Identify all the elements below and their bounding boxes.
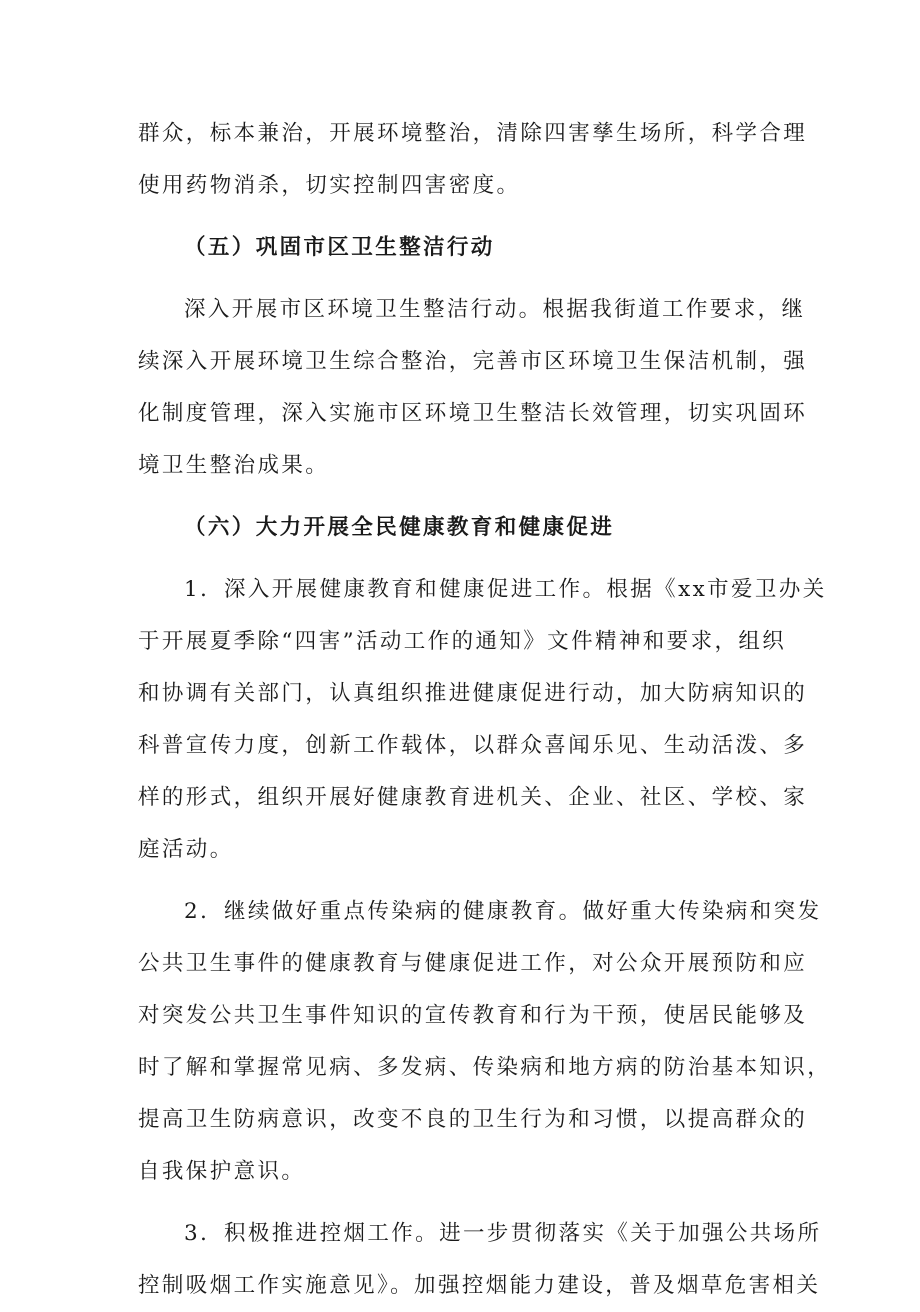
text-line: 化制度管理，深入实施市区环境卫生整洁长效管理，切实巩固环 <box>138 401 808 426</box>
text-line: 群众，标本兼治，开展环境整治，清除四害孳生场所，科学合理 <box>138 121 808 146</box>
section-heading-6: （六）大力开展全民健康教育和健康促进 <box>184 515 615 540</box>
text-line: 1．深入开展健康教育和健康促进工作。根据《xx市爱卫办关 <box>184 577 827 602</box>
text-line: 科普宣传力度，创新工作载体，以群众喜闻乐见、生动活泼、多 <box>138 733 808 758</box>
text-line: 控制吸烟工作实施意见》。加强控烟能力建设，普及烟草危害相关 <box>138 1273 821 1298</box>
text-line: 样的形式，组织开展好健康教育进机关、企业、社区、学校、家 <box>138 785 808 810</box>
text-line: 公共卫生事件的健康教育与健康促进工作，对公众开展预防和应 <box>138 951 808 976</box>
text-line: 深入开展市区环境卫生整洁行动。根据我街道工作要求，继 <box>184 297 806 322</box>
text-line: 使用药物消杀，切实控制四害密度。 <box>138 173 521 198</box>
text-line: 3．积极推进控烟工作。进一步贯彻落实《关于加强公共场所 <box>184 1221 822 1246</box>
text-line: 对突发公共卫生事件知识的宣传教育和行为干预，使居民能够及 <box>138 1003 808 1028</box>
text-line: 提高卫生防病意识，改变不良的卫生行为和习惯，以提高群众的 <box>138 1107 808 1132</box>
text-line: 庭活动。 <box>138 837 234 862</box>
paragraph-6-2 <box>138 886 832 1198</box>
section-heading-5: （五）巩固市区卫生整洁行动 <box>184 235 495 260</box>
paragraph-6-1 <box>138 564 827 876</box>
text-line: 于开展夏季除“四害”活动工作的通知》文件精神和要求，组织 <box>138 629 787 654</box>
paragraph-continuation <box>138 108 808 212</box>
text-line: 境卫生整治成果。 <box>138 453 330 478</box>
paragraph-6-3 <box>138 1208 822 1312</box>
paragraph-5-1 <box>138 284 808 492</box>
text-line: 自我保护意识。 <box>138 1159 306 1184</box>
text-line: 时了解和掌握常见病、多发病、传染病和地方病的防治基本知识， <box>138 1055 832 1080</box>
text-line: 2．继续做好重点传染病的健康教育。做好重大传染病和突发 <box>184 899 822 924</box>
text-line: 和协调有关部门，认真组织推进健康促进行动，加大防病知识的 <box>138 681 808 706</box>
text-line: 续深入开展环境卫生综合整治，完善市区环境卫生保洁机制，强 <box>138 349 808 374</box>
